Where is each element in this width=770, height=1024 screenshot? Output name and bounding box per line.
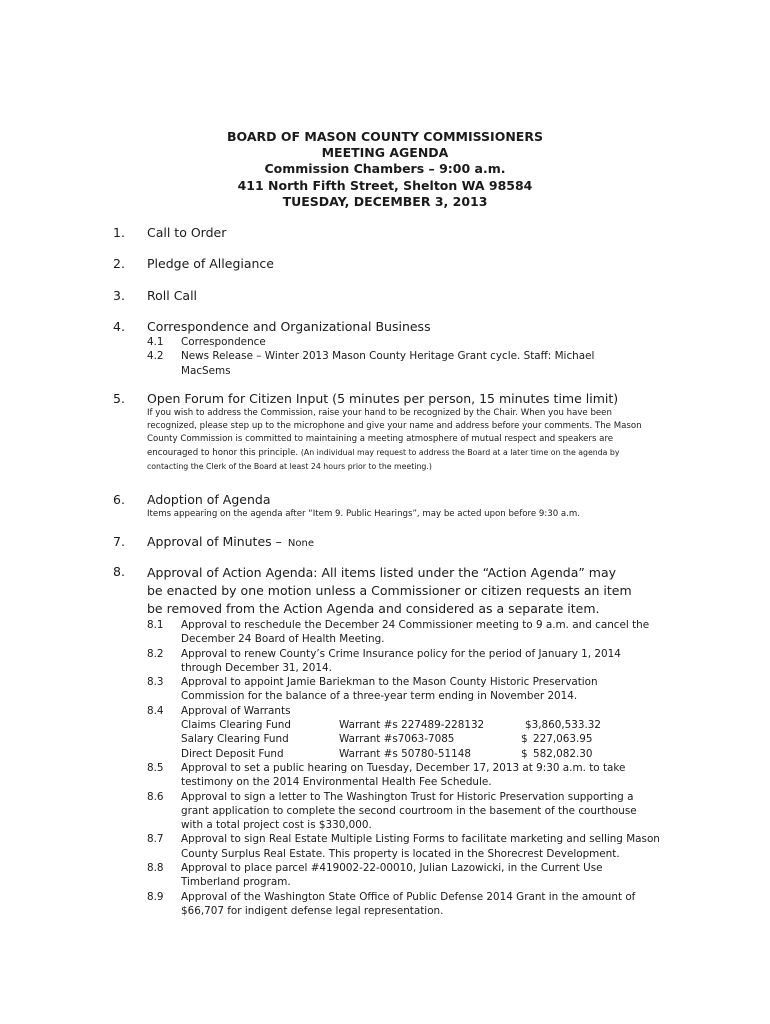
sub-item-number: 8.5 xyxy=(147,761,164,774)
sub-item-text: Approval to renew County’s Crime Insurance policy for the period of January 1, 2014 through December 31, 2014. xyxy=(181,647,621,674)
agenda-item-5 xyxy=(113,391,673,474)
item-title-row xyxy=(147,534,673,552)
warrant-currency: $ xyxy=(521,747,528,760)
warrant-currency: $ xyxy=(521,733,528,746)
item-title: Open Forum for Citizen Input (5 minutes per person, 15 minutes time limit) xyxy=(147,391,619,406)
sub-item-number: 8.9 xyxy=(147,890,164,903)
item-number: 4. xyxy=(113,319,125,334)
sub-item-text: Approval to sign a letter to The Washington Trust for Historic Preservation supporting a grant application to complete the second courtroom in the basement of the courthouse with a total project cost is $330,000. xyxy=(181,790,637,832)
sub-item-text: Approval to set a public hearing on Tuesday, December 17, 2013 at 9:30 a.m. to take testimony on the 2014 Environmental Health Fee Schedule. xyxy=(181,761,626,789)
meeting-date: TUESDAY, DECEMBER 3, 2013 xyxy=(282,193,488,209)
agenda-item-8 xyxy=(113,564,673,918)
sub-item-number: 8.6 xyxy=(147,790,164,803)
agenda-item-7 xyxy=(113,534,673,552)
meeting-location-time: Commission Chambers – 9:00 a.m. xyxy=(264,161,506,177)
agenda-item-2 xyxy=(113,256,673,272)
sub-item-text: Approval to sign Real Estate Multiple Listing Forms to facilitate marketing and selling Mason County Surplus Real Estate. This property is located in the Shorecrest Development. xyxy=(181,833,660,860)
agenda-title: MEETING AGENDA xyxy=(321,145,449,161)
warrant-amount: 582,082.30 xyxy=(533,747,593,760)
sub-item-number: 8.3 xyxy=(147,676,164,689)
board-title: BOARD OF MASON COUNTY COMMISSIONERS xyxy=(227,129,543,144)
agenda-adoption-note: Items appearing on the agenda after “Item 9. Public Hearings”, may be acted upon before 9:30 a.m. xyxy=(147,509,580,519)
item-number: 3. xyxy=(113,288,125,303)
item-title: Adoption of Agenda xyxy=(147,492,271,507)
warrant-row xyxy=(147,732,662,746)
sub-item-text: Approval to place parcel #419002-22-00010, Julian Lazowicki, in the Current Use Timberland program. xyxy=(181,862,603,889)
item-title: Approval of Action Agenda: All items listed under the “Action Agenda” may be enacted by one motion unless a Commissioner or citizen requests an item be removed from the Action Agenda and considered as a separate item. xyxy=(147,565,632,616)
citizen-input-instructions xyxy=(147,407,647,474)
sub-item-8-3 xyxy=(147,675,662,704)
agenda-item-3 xyxy=(113,288,673,304)
item-number: 2. xyxy=(113,256,125,271)
sub-item-text: Approval of the Washington State Office of Public Defense 2014 Grant in the amount of $66,707 for indigent defense legal representation. xyxy=(181,890,636,917)
warrants-table xyxy=(147,718,662,761)
sub-item-text: Approval of Warrants xyxy=(181,704,291,717)
sub-item-8-6 xyxy=(147,790,662,833)
item-title: Call to Order xyxy=(147,225,227,240)
sub-item-number: 8.8 xyxy=(147,862,164,875)
sub-item-4-2 xyxy=(147,349,673,378)
sub-item-number: 8.7 xyxy=(147,833,164,846)
item-number: 7. xyxy=(113,534,125,549)
item-title: Roll Call xyxy=(147,288,198,303)
agenda-item-4 xyxy=(113,319,673,378)
sub-item-text: Approval to reschedule the December 24 Commissioner meeting to 9 a.m. and cancel the December 24 Board of Health Meeting. xyxy=(181,619,650,646)
sub-item-8-7 xyxy=(147,832,662,861)
sub-item-number: 8.4 xyxy=(147,704,164,717)
minutes-status: None xyxy=(287,538,314,549)
sub-item-8-1 xyxy=(147,618,662,647)
instructions-footnote: (An individual may request to address the Board at a later time on the agenda by contacting the Clerk of the Board at least 24 hours prior to the meeting.) xyxy=(147,448,620,471)
warrant-fund: Claims Clearing Fund xyxy=(181,719,291,732)
warrant-row xyxy=(147,747,662,761)
item-title: Correspondence and Organizational Business xyxy=(147,319,431,334)
warrant-amount: $3,860,533.32 xyxy=(525,719,602,732)
warrant-numbers: Warrant #s 50780-51148 xyxy=(339,747,471,760)
sub-item-8-2 xyxy=(147,647,662,676)
sub-item-8-9 xyxy=(147,890,662,919)
item-number: 6. xyxy=(113,492,125,507)
warrant-row xyxy=(147,718,662,732)
sub-item-8-5 xyxy=(147,761,662,790)
item-number: 8. xyxy=(113,564,125,579)
sub-item-number: 8.2 xyxy=(147,647,164,660)
item-title: Pledge of Allegiance xyxy=(147,256,274,271)
warrant-amount: 227,063.95 xyxy=(533,733,593,746)
warrant-fund: Direct Deposit Fund xyxy=(181,747,284,760)
warrant-fund: Salary Clearing Fund xyxy=(181,733,289,746)
sub-item-number: 8.1 xyxy=(147,619,164,631)
item-number: 1. xyxy=(113,225,125,240)
sub-item-8-8 xyxy=(147,861,662,890)
sub-item-4-1 xyxy=(147,335,673,349)
item-number: 5. xyxy=(113,391,125,406)
agenda-header xyxy=(0,129,770,210)
item-title: Approval of Minutes – xyxy=(147,534,282,549)
sub-item-text: News Release – Winter 2013 Mason County Heritage Grant cycle. Staff: Michael MacSems xyxy=(181,350,595,377)
agenda-item-1 xyxy=(113,225,673,241)
agenda-item-6 xyxy=(113,492,673,521)
sub-item-number: 4.1 xyxy=(147,336,164,348)
sub-item-8-4 xyxy=(147,704,662,718)
instructions-text: If you wish to address the Commission, raise your hand to be recognized by the Chair. When you have been recognized, please step up to the microphone and give your name and address before your comments. The Mason County Commission is committed to maintaining a meeting atmosphere of mutual respect and speakers are encouraged to honor this principle. xyxy=(147,408,642,458)
warrant-numbers: Warrant #s 227489-228132 xyxy=(339,719,485,732)
sub-item-text: Correspondence xyxy=(181,336,266,348)
meeting-address: 411 North Fifth Street, Shelton WA 98584 xyxy=(237,177,533,193)
sub-item-text: Approval to appoint Jamie Bariekman to the Mason County Historic Preservation Commission for the balance of a three-year term ending in November 2014. xyxy=(181,676,598,703)
warrant-numbers: Warrant #s7063-7085 xyxy=(339,733,455,746)
sub-item-number: 4.2 xyxy=(147,350,164,363)
